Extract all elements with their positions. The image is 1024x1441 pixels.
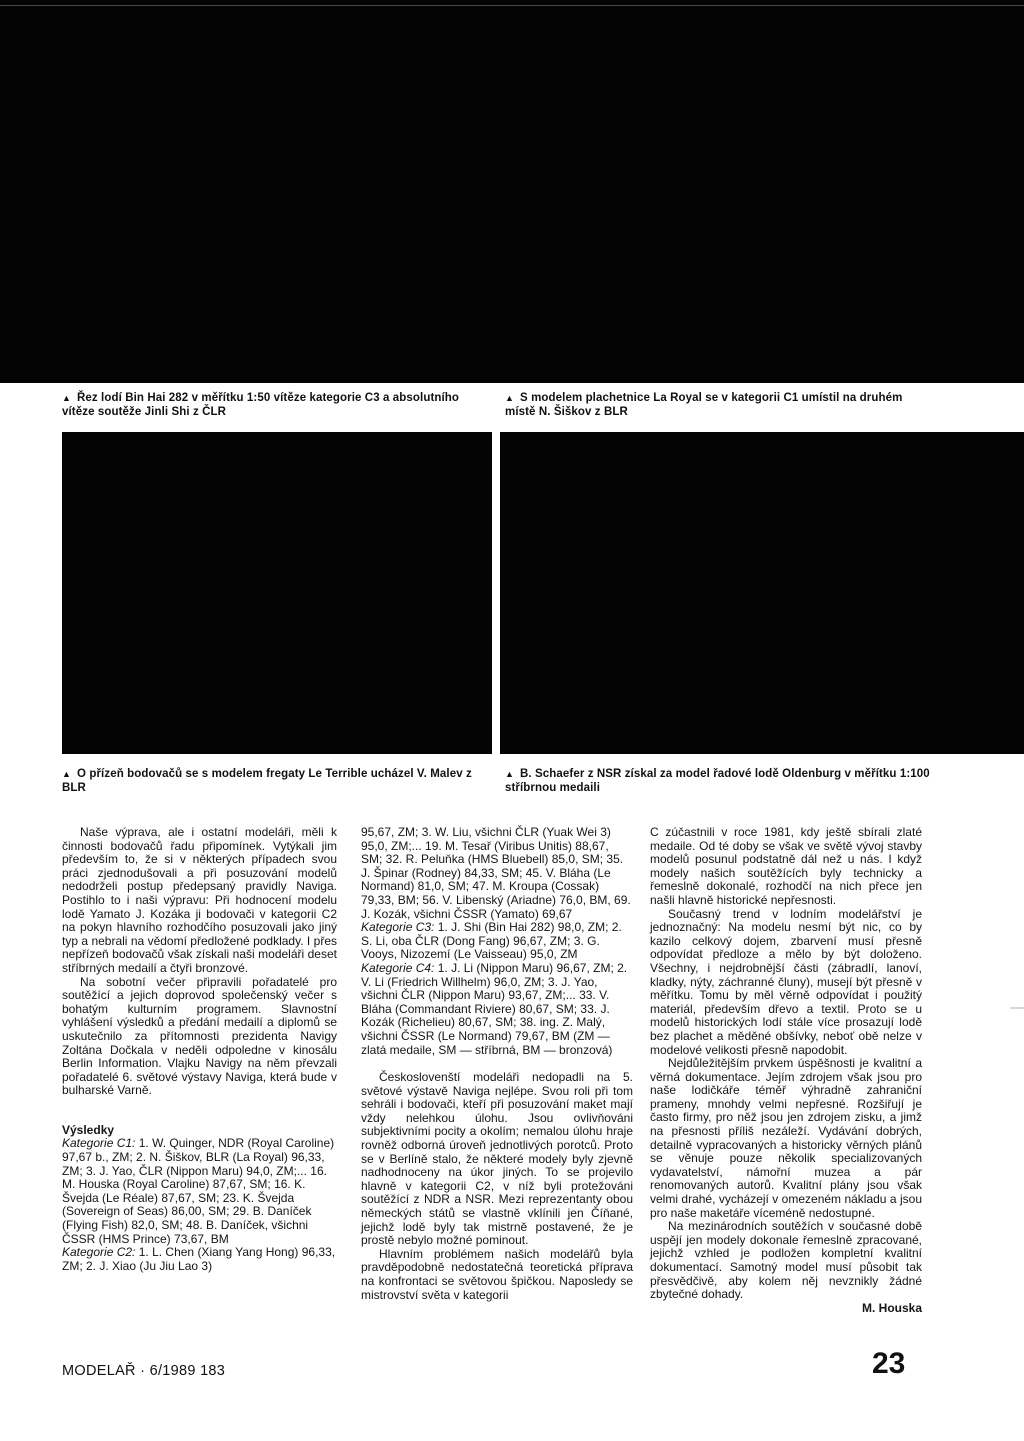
category-label: Kategorie C3: xyxy=(361,920,435,935)
caption-text: S modelem plachetnice La Royal se v kategorii C1 umístil na druhém místě N. Šiškov z BLR xyxy=(505,392,903,418)
paragraph: Hlavním problémem našich modelářů byla pravděpodobně nedostatečná teoretická příprava na konfrontaci se světovou špičkou. Naposledy se mistrovství světa v kategorii xyxy=(361,1246,633,1302)
triangle-marker-icon: ▲ xyxy=(505,393,515,403)
results-heading: Výsledky xyxy=(62,1122,115,1137)
triangle-marker-icon: ▲ xyxy=(62,393,72,403)
photo-highlight xyxy=(1010,1007,1024,1009)
caption-la-royal xyxy=(505,391,935,419)
caption-text: O přízeň bodovačů se s modelem fregaty Le Terrible ucházel V. Malev z BLR xyxy=(62,768,472,794)
article-column-1 xyxy=(62,826,337,1273)
magazine-footer: MODELAŘ · 6/1989 183 xyxy=(62,1363,226,1379)
paragraph: C zúčastnili v roce 1981, kdy ještě sbírali zlaté medaile. Od té doby se však ve světě vývoj stavby modelů posunul podstatně dál než u nás. I když modely našich soutěžících byly technicky a řemeslně dokonalé, rozhodčí na nich přece jen našli hlavně historické nepřesnosti. xyxy=(650,825,922,907)
author-signature: M. Houska xyxy=(861,1300,922,1315)
results-text: 1. W. Quinger, NDR (Royal Caroline) 97,67 b., ZM; 2. N. Šiškov, BLR (La Royal) 96,33, ZM; 3. J. Yao, ČLR (Nippon Maru) 94,0, ZM;... 16. M. Houska (Royal Caroline) 87,67, SM; 16. K. Švejda (Le Réale) 87,67, SM; 23. K. Švejda (Sovereign of Seas) 86,00, SM; 29. B. Daníček (Flying Fish) 82,0, SM; 48. B. Daníček, všichni ČSSR (HMS Prince) 73,67, BM xyxy=(62,1136,335,1246)
article-column-3 xyxy=(650,826,922,1315)
caption-le-terrible xyxy=(62,767,492,795)
paragraph: Současný trend v lodním modelářství je jednoznačný: Na modelu nesmí být nic, co by kazilo celkový dojem, zbarvení musí přesně odpovídat předloze a mělo by být doloženo. Všechny, i nejdrobnější části (zábradlí, lanoví, kladky, nýty, záchranné čluny), musejí být přesně v měřítku. Tomu by měl věrně odpovídat i použitý materiál, především dřevo a textil. Proto se u modelů historických lodí stále více prosazují lodě bez plachet a měděné obšívky, neboť obě nelze v modelové velikosti přesně napodobit. xyxy=(650,906,922,1057)
photo-top xyxy=(0,0,1024,383)
photo-border-line xyxy=(0,5,1024,6)
paragraph: Nejdůležitějším prvkem úspěšnosti je kvalitní a věrná dokumentace. Jejím zdrojem však jsou pro naše lodičkáře téměř výhradně zahraniční prameny, mnohdy velmi nepřesné. Rozšiřují je často firmy, pro něž jsou jen zdrojem zisku, a jimž na přesnosti příliš nezáleží. Vydávání dobrých, detailně vypracovaných a historicky věrných plánů se věnuje pouze několik specializovaných vydavatelství, námořní muzea a pár renomovaných autorů. Kvalitní plány jsou však velmi drahé, vycházejí v omezeném nákladu a jsou pro naše maketáře víceméně nedostupné. xyxy=(650,1056,922,1220)
triangle-marker-icon: ▲ xyxy=(62,769,72,779)
paragraph: Českoslovenští modeláři nedopadli na 5. světové výstavě Naviga nejlépe. Svou roli při tom sehráli i bodovači, kteří při posuzování maket mají vždy nelehkou úlohu. Jsou ovlivňováni subjektivními pocity a okolím; nemalou úlohu hraje rovněž odborná úroveň jednotlivých porotců. Proto se v Berlíně stalo, že některé modely byly zjevně nadhodnoceny na úkor jiných. To se projevilo hlavně v kategorii C2, v níž byli protežováni soutěžící z NDR a NSR. Mezi reprezentanty obou německých států se vlastně vklínili jen Číňané, jejichž lodě byly tak mistrně postavené, že je prostě nebylo možné pominout. xyxy=(361,1070,633,1248)
paragraph: Na sobotní večer připravili pořadatelé pro soutěžící a jejich doprovod společenský večer s bohatým kulturním programem. Slavnostní vyhlášení výsledků a předání medailí a diplomů se uskutečnilo za přítomnosti prezidenta Navigy Zoltána Dočkala v neděli odpoledne v kinosálu Berlin Information. Vlajku Navigy na něm převzali pořadatelé 6. světové výstavy Naviga, která bude v bulharské Varně. xyxy=(62,974,337,1098)
category-label: Kategorie C4: xyxy=(361,960,435,975)
photo-oldenburg xyxy=(500,432,1024,754)
spacer xyxy=(361,1057,633,1071)
caption-text: B. Schaefer z NSR získal za model řadové lodě Oldenburg v měřítku 1:100 stříbrnou medaili xyxy=(505,768,930,794)
triangle-marker-icon: ▲ xyxy=(505,769,515,779)
results-c3 xyxy=(361,921,633,962)
results-c4 xyxy=(361,962,633,1057)
page-number: 23 xyxy=(872,1347,906,1380)
caption-bin-hai xyxy=(62,391,482,419)
category-label: Kategorie C2: xyxy=(62,1245,136,1260)
caption-text: Řez lodí Bin Hai 282 v měřítku 1:50 vítěze kategorie C3 a absolutního vítěze soutěže Jinli Shi z ČLR xyxy=(62,392,460,418)
photo-le-terrible xyxy=(62,432,492,754)
article-column-2 xyxy=(361,826,633,1302)
results-text: 1. J. Shi (Bin Hai 282) 98,0, ZM; 2. S. Li, oba ČLR (Dong Fang) 96,67, ZM; 3. G. Vooys, Nizozemí (Le Vaisseau) 95,0, ZM xyxy=(361,920,622,962)
results-text: 1. L. Chen (Xiang Yang Hong) 96,33, ZM; 2. J. Xiao (Ju Jiu Lao 3) xyxy=(62,1245,336,1273)
paragraph: Naše výprava, ale i ostatní modeláři, měli k činnosti bodovačů řadu připomínek. Vytýkali jim především to, že si v některých případech svou práci zjednodušovali a při posuzování modelů nedodrželi postup předepsaný pravidly Naviga. Postihlo to i naši výpravu: Při hodnocení modelu lodě Yamato J. Kozáka ji bodovači v kategorii C2 na pokyn hlavního rozhodčího posuzovali jako jiný typ a nebrali na vědomí předložené podklady. I přes nepřízeň bodovačů však získali naši modeláři deset stříbrných medailí a čtyři bronzové. xyxy=(62,825,337,975)
results-c2 xyxy=(62,1246,337,1273)
results-text: 1. J. Li (Nippon Maru) 96,67, ZM; 2. V. Li (Friedrich Willhelm) 96,0, ZM; 3. J. Yao, všichni ČLR (Nippon Maru) 93,67, ZM;... 33. V. Bláha (Commandant Riviere) 80,67, SM; 33. J. Kozák (Richelieu) 80,67, SM; 38. ing. Z. Malý, všichni ČSSR (Le Normand) 79,67, BM (ZM — zlatá medaile, SM — stříbrná, BM — bronzová) xyxy=(361,960,628,1057)
results-c1 xyxy=(62,1137,337,1246)
category-label: Kategorie C1: xyxy=(62,1136,136,1151)
paragraph: Na mezinárodních soutěžích v současné době uspějí jen modely dokonale řemeslně zpracované, jejichž vzhled je podložen kompletní kvalitní dokumentací. Samotný model musí působit tak přesvědčivě, aby kolem něj nevznikly žádné zbytečné dohady. xyxy=(650,1219,922,1302)
caption-oldenburg xyxy=(505,767,935,795)
results-c2-cont: 95,67, ZM; 3. W. Liu, všichni ČLR (Yuak Wei 3) 95,0, ZM;... 19. M. Tesař (Viribus Unitis) 88,67, SM; 32. R. Peluňka (HMS Bluebell) 85,0, SM; 35. J. Špinar (Rodney) 84,33, SM; 45. V. Bláha (Le Normand) 81,0, SM; 47. M. Kroupa (Cossak) 79,33, BM; 56. V. Libenský (Ariadne) 76,0, BM, 69. J. Kozák, všichni ČSSR (Yamato) 69,67 xyxy=(361,825,631,921)
